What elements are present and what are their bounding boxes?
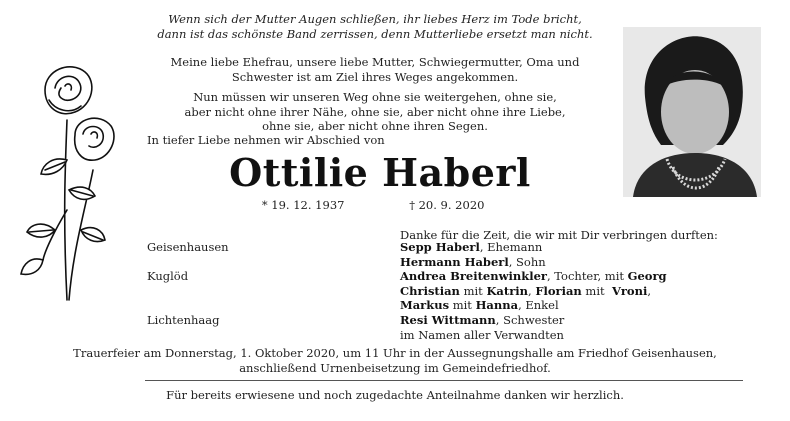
family-line bbox=[400, 284, 667, 299]
family-relation: , Sohn bbox=[508, 254, 546, 269]
family-relation: , Ehemann bbox=[479, 240, 543, 254]
motto-line: Wenn sich der Mutter Augen schließen, ihr liebes Herz im Tode bricht, bbox=[168, 12, 582, 26]
funeral-info bbox=[20, 346, 770, 376]
divider bbox=[145, 380, 743, 381]
funeral-line: anschließend Urnenbeisetzung im Gemeindefriedhof. bbox=[239, 361, 551, 375]
motto-line: dann ist das schönste Band zerrissen, denn Mutterliebe ersetzt man nicht. bbox=[157, 27, 593, 41]
motto bbox=[140, 12, 610, 42]
family-name: Katrin bbox=[486, 283, 528, 298]
place-lichtenhaag: Lichtenhaag bbox=[147, 313, 220, 327]
family-name: Hermann Haberl bbox=[400, 254, 509, 269]
family-name: Florian bbox=[535, 283, 582, 298]
family-line: im Namen aller Verwandten bbox=[400, 327, 564, 342]
family-line bbox=[400, 313, 667, 328]
family-name: Vroni bbox=[611, 283, 648, 298]
intro-line: Nun müssen wir unseren Weg ohne sie weitergehen, ohne sie, bbox=[193, 90, 557, 105]
intro-text bbox=[140, 55, 610, 140]
family-line bbox=[400, 298, 667, 313]
deceased-name: Ottilie Haberl bbox=[229, 150, 531, 195]
family-list bbox=[400, 240, 667, 342]
portrait-photo bbox=[623, 27, 761, 197]
family-name: Hanna bbox=[475, 298, 519, 313]
intro-line: aber nicht ohne ihrer Nähe, ohne sie, aber nicht ohne ihre Liebe, bbox=[184, 104, 566, 119]
family-line bbox=[400, 240, 667, 255]
family-name: Andrea Breitenwinkler bbox=[400, 269, 547, 284]
family-name: Georg bbox=[627, 269, 667, 284]
intro-paragraph bbox=[140, 55, 610, 84]
family-line bbox=[400, 269, 667, 284]
family-relation: mit bbox=[449, 298, 476, 313]
family-name: Christian bbox=[400, 283, 460, 298]
family-relation: mit bbox=[459, 283, 487, 298]
birth-date: * 19. 12. 1937 bbox=[261, 198, 345, 212]
place-kugloed: Kuglöd bbox=[147, 269, 189, 283]
intro-line: Meine liebe Ehefrau, unsere liebe Mutter, Schwiegermutter, Oma und bbox=[170, 55, 580, 69]
family-relation: , bbox=[647, 283, 651, 298]
family-name: Resi Wittmann bbox=[400, 312, 496, 327]
family-name: Markus bbox=[400, 298, 450, 313]
death-date: † 20. 9. 2020 bbox=[409, 198, 485, 212]
family-line bbox=[400, 255, 667, 270]
funeral-line: Trauerfeier am Donnerstag, 1. Oktober 2020, um 11 Uhr in der Aussegnungshalle am Friedhof Geisenhausen, bbox=[73, 346, 717, 360]
thanks-line: Danke für die Zeit, die wir mit Dir verbringen durften: bbox=[400, 228, 718, 242]
family-relation: , Enkel bbox=[518, 298, 559, 313]
place-geisenhausen: Geisenhausen bbox=[147, 240, 229, 254]
family-relation: , Tochter, mit bbox=[546, 269, 628, 284]
family-relation: , bbox=[528, 283, 536, 298]
farewell-line: In tiefer Liebe nehmen wir Abschied von bbox=[147, 133, 385, 147]
rose-illustration-icon bbox=[15, 60, 115, 310]
family-relation: mit bbox=[581, 283, 612, 298]
intro-line: ohne sie, aber nicht ohne ihren Segen. bbox=[262, 119, 488, 134]
family-name: Sepp Haberl bbox=[400, 240, 480, 254]
intro-paragraph bbox=[140, 90, 610, 134]
life-dates bbox=[140, 198, 610, 212]
intro-line: Schwester ist am Ziel ihres Weges angekommen. bbox=[231, 69, 519, 84]
closing-line: Für bereits erwiesene und noch zugedachte Anteilnahme danken wir herzlich. bbox=[166, 388, 624, 402]
family-relation: , Schwester bbox=[495, 312, 565, 327]
